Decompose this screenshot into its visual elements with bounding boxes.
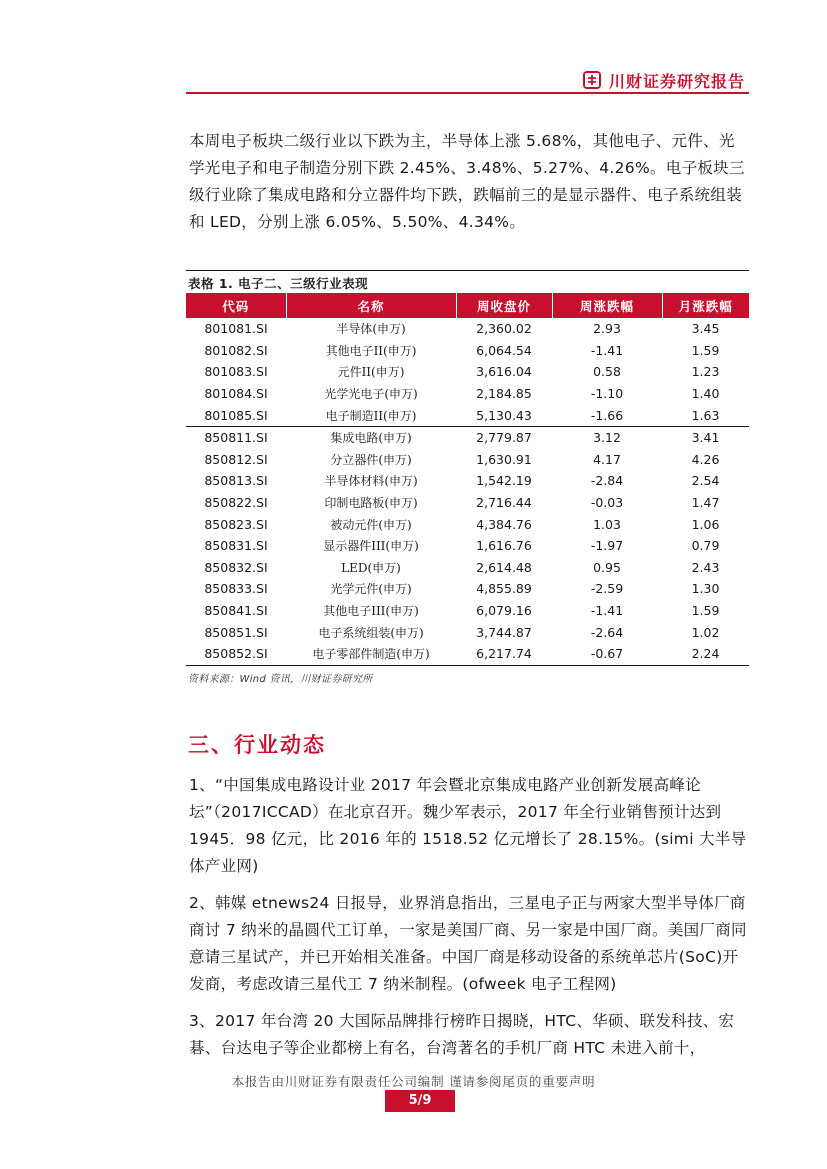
cell-name: 其他电子III(申万) [323,604,419,619]
cell-code: 850813.SI [204,473,268,489]
cell-weekly-close: 2,716.44 [476,495,532,511]
cell-name: 光学元件(申万) [330,582,412,597]
report-brand-title: 川财证券研究报告 [609,71,746,91]
cell-monthly-change: 2.24 [662,643,749,665]
cell-monthly-change: 1.30 [691,581,720,597]
cell-code: 850851.SI [204,624,268,640]
cell-code: 850841.SI [204,603,268,619]
cell-weekly-close: 2,360.02 [476,321,532,337]
cell-name: 电子系统组装(申万) [318,625,424,640]
cell-weekly-close: 2,184.85 [476,386,532,402]
cell-code: 850812.SI [204,451,268,467]
table-row [186,404,749,426]
cell-weekly-close: 2,614.48 [476,559,532,575]
cell-weekly-close: 3,616.04 [476,364,532,380]
cell-name: 其他电子II(申万) [325,343,417,358]
table-row [186,643,749,665]
cell-code: 850811.SI [186,426,286,448]
cell-name: 半导体(申万) [336,322,406,337]
table-row [186,513,749,535]
table-row [186,449,749,471]
news-item-2: 2、韩媒 etnews24 日报导，业界消息指出，三星电子正与两家大型半导体厂商商讨 7 纳米的晶圆代工订单，一家是美国厂商、另一家是中国厂商。美国厂商同意请三星试产，并已开始相关准备。中国厂商是移动设备的系统单芯片(SoC)开发商，考虑改请三星代工 7 纳米制程。(ofweek 电子工程网) [189,894,747,993]
cell-code: 850852.SI [186,643,286,665]
header-divider [186,92,749,94]
cell-weekly-close: 6,079.16 [476,603,532,619]
table-row [186,535,749,557]
cell-weekly-close: 3,744.87 [476,624,532,640]
footer-disclaimer: 本报告由川财证券有限责任公司编制 谨请参阅尾页的重要声明 [231,1074,596,1089]
cell-weekly-close: 1,616.76 [476,538,532,554]
cell-weekly-change: 3.12 [552,426,662,448]
cell-code: 801085.SI [204,407,268,423]
table-row [186,492,749,514]
cell-monthly-change: 1.59 [691,342,720,358]
cell-code: 850832.SI [204,559,268,575]
table-row [186,621,749,643]
table-row [186,426,749,448]
cell-monthly-change: 2.43 [691,559,720,575]
cell-monthly-change: 1.63 [691,407,720,423]
cell-monthly-change: 1.59 [691,603,720,619]
cell-name: LED(申万) [341,560,401,575]
table-row [186,361,749,383]
cell-weekly-close: 1,542.19 [476,473,532,489]
cell-weekly-change: -0.03 [590,495,624,511]
cell-weekly-change: 0.95 [593,559,621,575]
cell-code: 850823.SI [204,516,268,532]
cell-weekly-change: -1.66 [590,407,624,423]
cell-monthly-change: 1.23 [691,364,720,380]
news-item-1: 1、“中国集成电路设计业 2017 年会暨北京集成电路产业创新发展高峰论坛”（2017ICCAD）在北京召开。魏少军表示，2017 年全行业销售预计达到 1945．98 亿元，比 2016 年的 1518.52 亿元增长了 28.15%。(simi 大半导体产业网) [189,776,747,875]
cell-monthly-change: 0.79 [691,538,720,554]
industry-performance-table [186,293,749,666]
section-title: 三、行业动态 [188,733,326,757]
table-caption: 表格 1. 电子二、三级行业表现 [188,276,369,291]
cell-monthly-change: 1.47 [691,495,720,511]
cell-monthly-change: 1.06 [691,516,720,532]
header-name: 名称 [286,293,456,318]
cell-name: 印制电路板(申万) [324,496,418,511]
table-row [186,340,749,362]
table-row [186,578,749,600]
table-header-row [186,293,749,318]
news-list [189,772,749,1072]
cell-weekly-change: 4.17 [593,451,621,467]
cell-weekly-close: 5,130.43 [476,407,532,423]
intro-section [189,128,749,236]
cell-weekly-close: 4,855.89 [476,581,532,597]
cell-name: 分立器件(申万) [330,452,412,467]
cell-code: 850822.SI [204,495,268,511]
intro-paragraph: 本周电子板块二级行业以下跌为主，半导体上涨 5.68%，其他电子、元件、光学光电子和电子制造分别下跌 2.45%、3.48%、5.27%、4.26%。电子板块三级行业除了集成电路和分立器件均下跌，跌幅前三的是显示器件、电子系统组装和 LED，分别上涨 6.05%、5.50%、4.34%。 [189,132,745,231]
table-row [186,318,749,340]
table-top-rule [186,270,749,271]
cell-weekly-change: 2.93 [593,321,621,337]
cell-monthly-change: 2.54 [691,473,720,489]
header-monthly-change: 月涨跌幅 [662,293,749,318]
cell-code: 850833.SI [204,581,268,597]
cell-name: 显示器件III(申万) [323,539,419,554]
header-code: 代码 [186,293,286,318]
cell-code: 801084.SI [204,386,268,402]
cell-code: 801081.SI [204,321,268,337]
header-weekly-close: 周收盘价 [456,293,552,318]
cell-weekly-change: -2.59 [590,581,624,597]
cell-weekly-close: 6,064.54 [476,342,532,358]
table-row [186,557,749,579]
sichuan-securities-logo-icon [583,71,601,89]
cell-weekly-close: 6,217.74 [456,643,552,665]
table-row [186,470,749,492]
cell-weekly-change: -1.41 [590,342,624,358]
report-header [583,68,745,92]
cell-name: 半导体材料(申万) [324,474,418,489]
cell-name: 电子零部件制造(申万) [286,643,456,665]
cell-weekly-change: -2.64 [590,624,624,640]
cell-code: 850831.SI [204,538,268,554]
cell-name: 电子制造II(申万) [325,408,417,423]
cell-name: 光学光电子(申万) [324,387,418,402]
table-row [186,383,749,405]
cell-monthly-change: 3.41 [662,426,749,448]
cell-name: 被动元件(申万) [330,517,412,532]
cell-weekly-change: -2.84 [590,473,624,489]
cell-code: 801082.SI [204,342,268,358]
cell-weekly-change: 1.03 [593,516,621,532]
cell-monthly-change: 3.45 [691,321,720,337]
cell-weekly-close: 2,779.87 [456,426,552,448]
cell-monthly-change: 1.40 [691,386,720,402]
cell-weekly-close: 4,384.76 [476,516,532,532]
cell-weekly-change: -1.97 [590,538,624,554]
table-body [186,318,749,665]
header-weekly-change: 周涨跌幅 [552,293,662,318]
cell-weekly-change: -1.41 [590,603,624,619]
cell-code: 801083.SI [204,364,268,380]
cell-weekly-change: -1.10 [590,386,624,402]
table-row [186,600,749,622]
cell-monthly-change: 1.02 [691,624,720,640]
cell-weekly-change: -0.67 [552,643,662,665]
cell-monthly-change: 4.26 [691,451,720,467]
cell-name: 元件II(申万) [337,365,405,380]
cell-weekly-close: 1,630.91 [476,451,532,467]
page-number: 5/9 [385,1090,455,1112]
news-item-3: 3、2017 年台湾 20 大国际品牌排行榜昨日揭晓，HTC、华硕、联发科技、宏碁、台达电子等企业都榜上有名，台湾著名的手机厂商 HTC 未进入前十， [189,1012,735,1057]
table-source-note: 资料来源：Wind 资讯，川财证券研究所 [188,674,373,685]
cell-weekly-change: 0.58 [593,364,621,380]
cell-name: 集成电路(申万) [286,426,456,448]
